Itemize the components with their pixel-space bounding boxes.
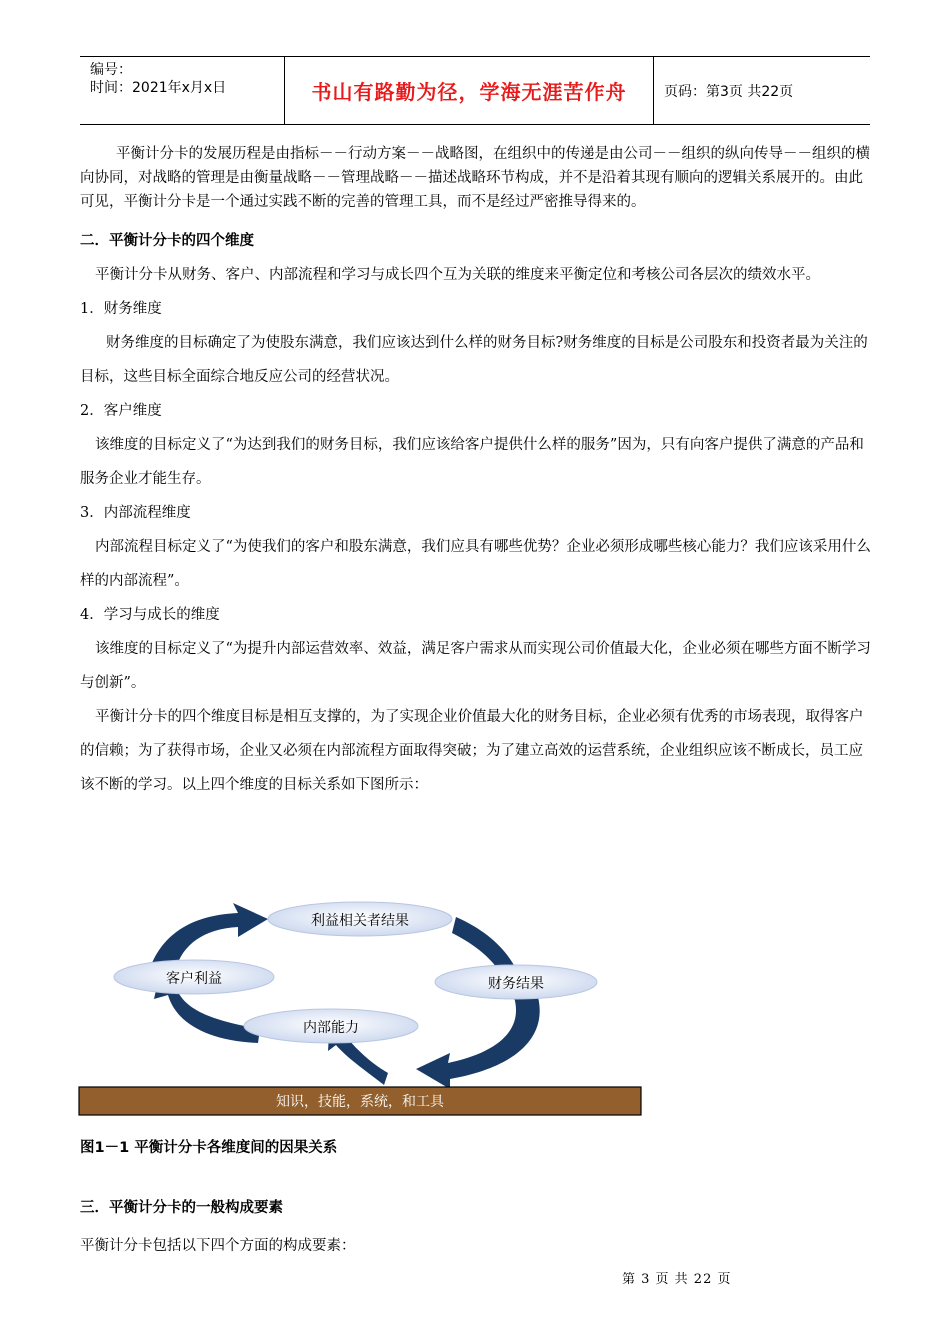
dim3-text: 内部流程目标定义了“为使我们的客户和股东满意，我们应具有哪些优势？企业必须形成哪些核心能力？我们应该采用什么样的内部流程”。	[80, 539, 871, 589]
causal-diagram	[78, 893, 644, 1119]
figure-caption: 图1－1 平衡计分卡各维度间的因果关系	[80, 1140, 338, 1156]
dim1-heading: 1．财务维度	[80, 301, 162, 317]
arrow-customer-to-stakeholder	[150, 903, 268, 968]
label-internal: 内部能力	[303, 1020, 359, 1036]
intro-paragraph: 平衡计分卡的发展历程是由指标－－行动方案－－战略图，在组织中的传递是由公司－－组织的纵向传导－－组织的横向协同，对战略的管理是由衡量战略－－管理战略－－描述战略环节构成，并不是沿着其现有顺向的逻辑关系展开的。由此可见，平衡计分卡是一个通过实践不断的完善的管理工具，而不是经过严密推导得来的。	[80, 146, 870, 210]
section3-heading: 三．平衡计分卡的一般构成要素	[80, 1200, 283, 1216]
dim2-text: 该维度的目标定义了“为达到我们的财务目标，我们应该给客户提供什么样的服务”因为，只有向客户提供了满意的产品和服务企业才能生存。	[80, 437, 864, 487]
header-time: 时间：2021年x月x日	[90, 80, 227, 96]
header-number: 编号：	[90, 62, 132, 78]
page-footer: 第 3 页 共 22 页	[622, 1272, 732, 1287]
document-body	[80, 142, 872, 802]
header-meta	[80, 57, 284, 124]
dim2-heading: 2．客户维度	[80, 403, 162, 419]
header-page-info: 页码：第3页 共22页	[664, 83, 794, 100]
section3-text: 平衡计分卡包括以下四个方面的构成要素：	[80, 1238, 356, 1254]
section2-intro: 平衡计分卡从财务、客户、内部流程和学习与成长四个互为关联的维度来平衡定位和考核公司各层次的绩效水平。	[95, 267, 820, 283]
dim1-text: 财务维度的目标确定了为使股东满意，我们应该达到什么样的财务目标?财务维度的目标是公司股东和投资者最为关注的目标，这些目标全面综合地反应公司的经营状况。	[80, 335, 868, 385]
label-stakeholder: 利益相关者结果	[311, 913, 409, 929]
label-foundation: 知识，技能，系统，和工具	[276, 1094, 444, 1110]
header-slogan: 书山有路勤为径，学海无涯苦作舟	[284, 57, 654, 124]
label-financial: 财务结果	[488, 976, 544, 992]
label-customer: 客户利益	[166, 971, 222, 987]
dim4-heading: 4．学习与成长的维度	[80, 607, 220, 623]
dim4-text: 该维度的目标定义了“为提升内部运营效率、效益，满足客户需求从而实现公司价值最大化，企业必须在哪些方面不断学习与创新”。	[80, 641, 871, 691]
arrow-financial-to-internal	[416, 997, 540, 1089]
section2-heading: 二．平衡计分卡的四个维度	[80, 233, 254, 249]
dim3-heading: 3．内部流程维度	[80, 505, 191, 521]
summary-paragraph: 平衡计分卡的四个维度目标是相互支撑的，为了实现企业价值最大化的财务目标，企业必须有优秀的市场表现，取得客户的信赖；为了获得市场，企业又必须在内部流程方面取得突破；为了建立高效的运营系统，企业组织应该不断成长，员工应该不断的学习。以上四个维度的目标关系如下图所示：	[80, 709, 864, 793]
page-header	[80, 56, 870, 125]
